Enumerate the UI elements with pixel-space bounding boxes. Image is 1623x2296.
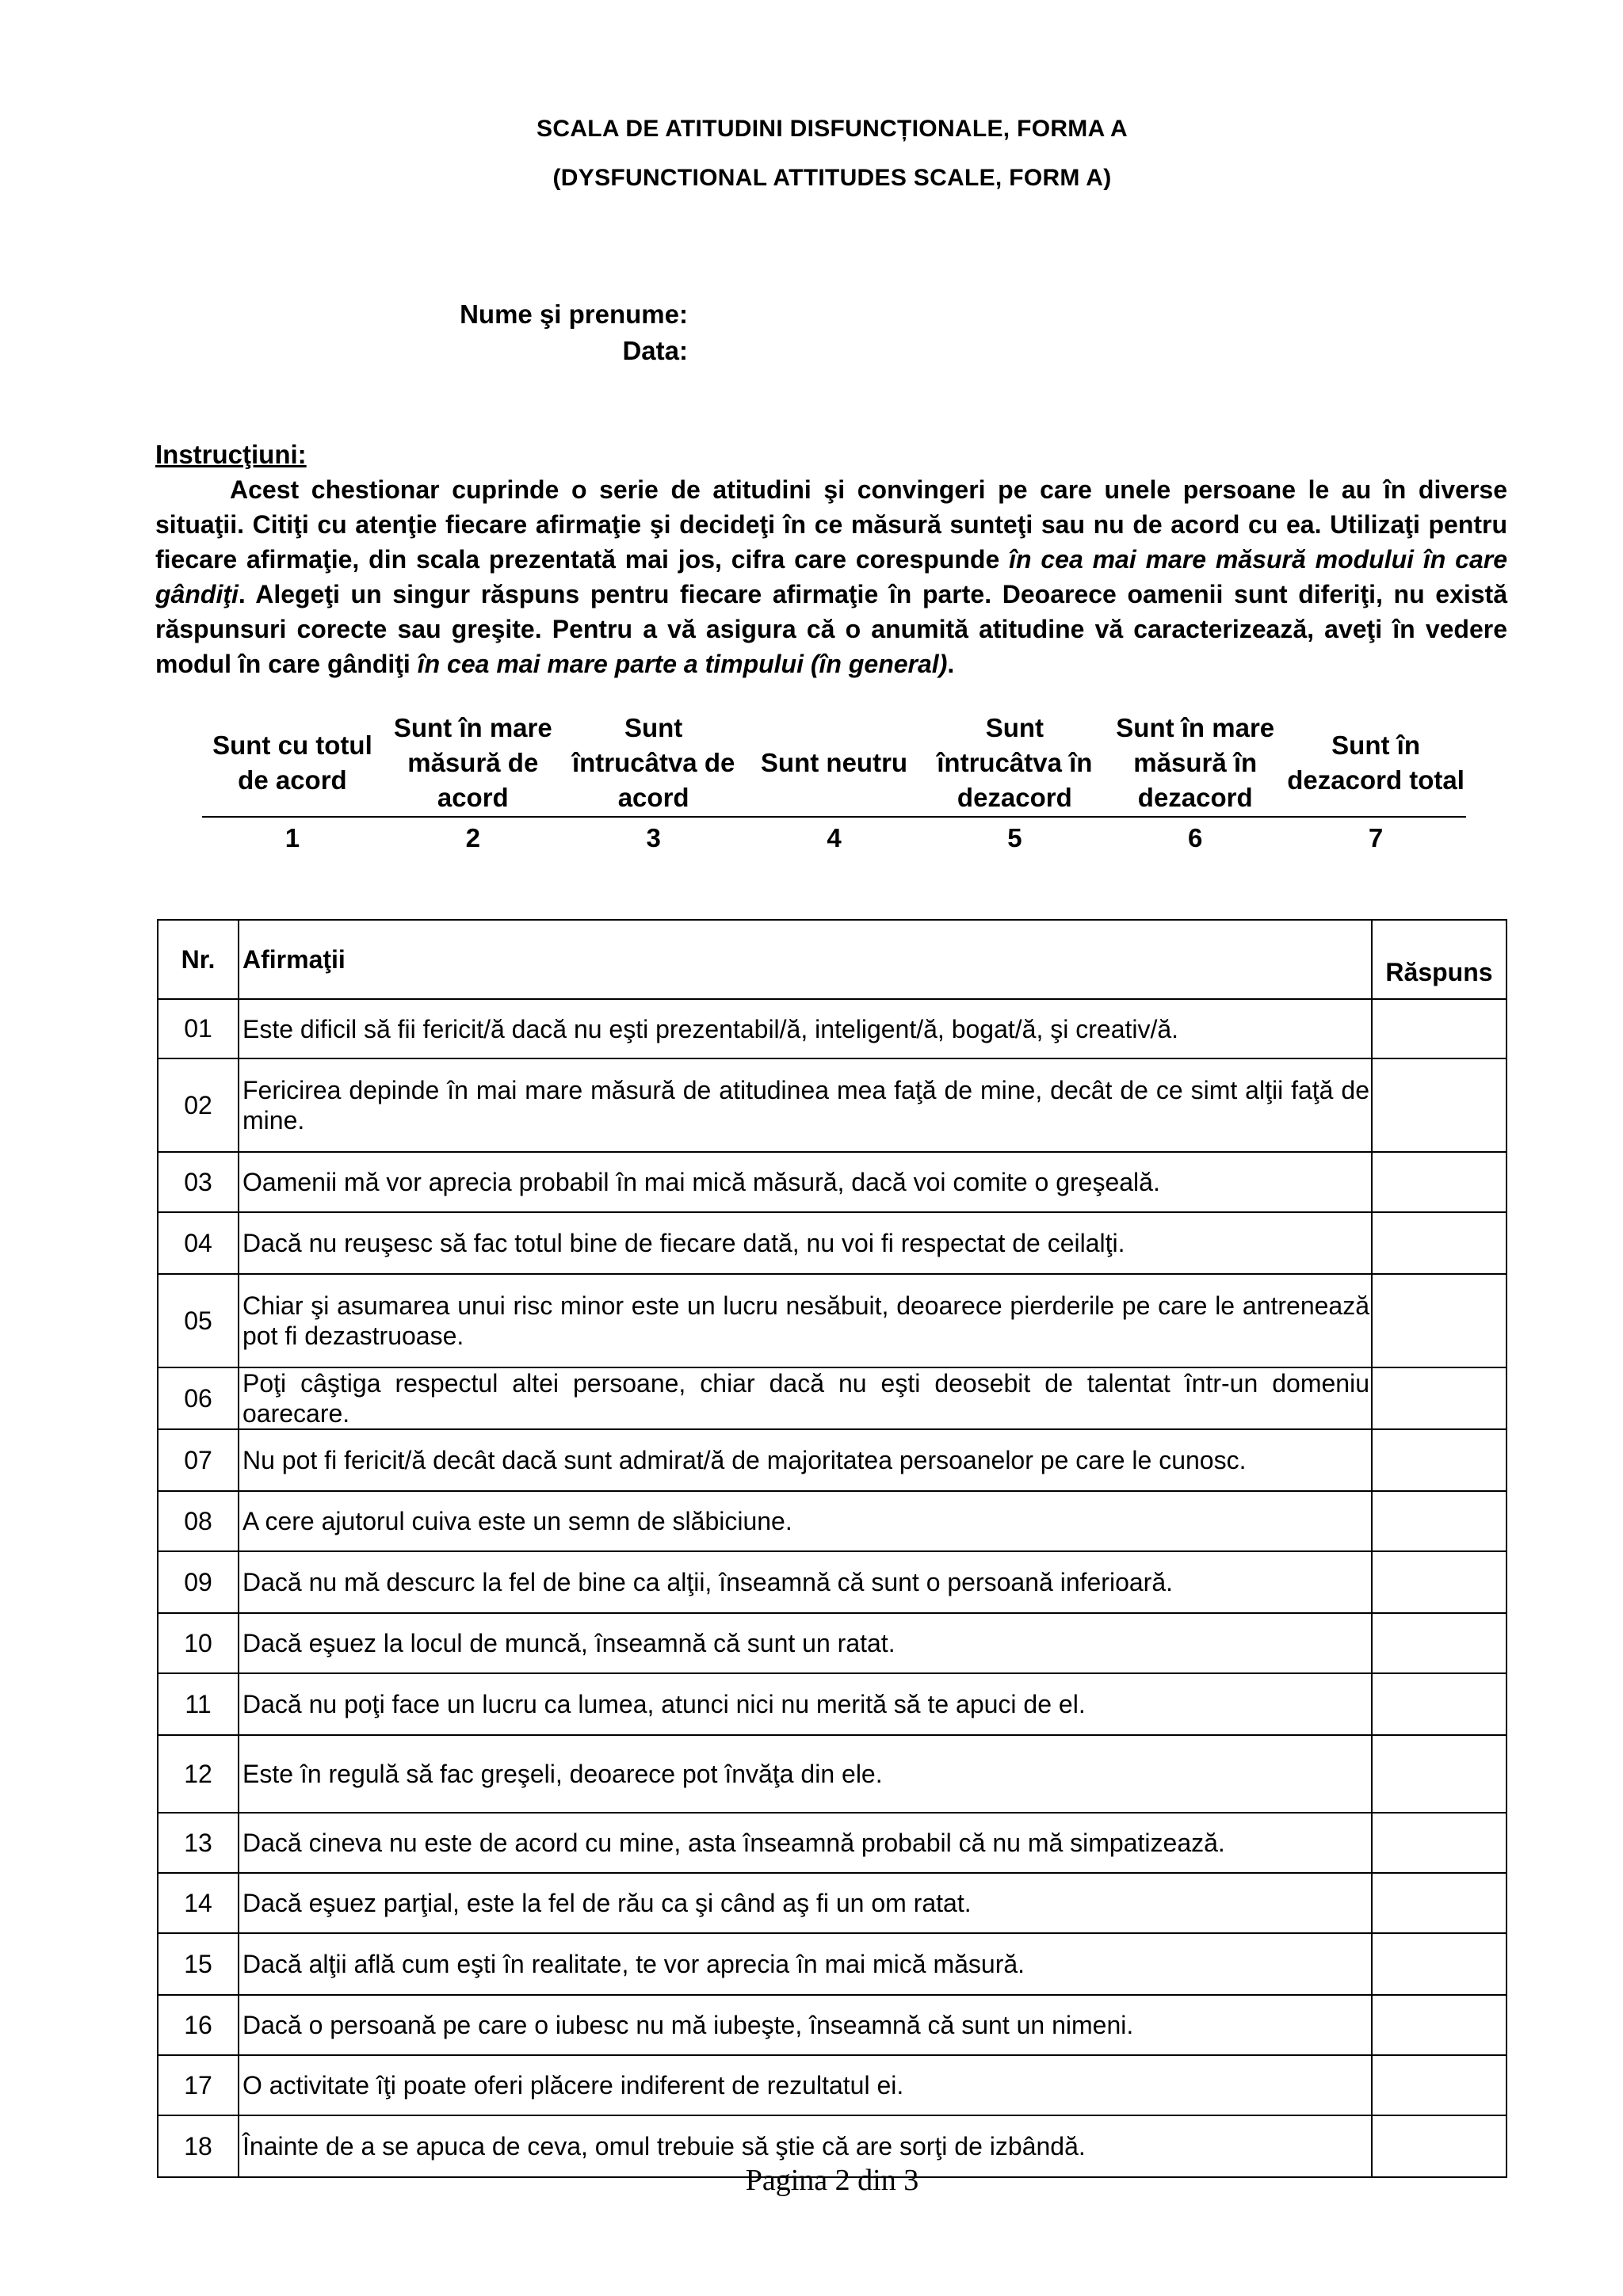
- answer-cell[interactable]: [1372, 1613, 1507, 1673]
- scale-label: Sunt în mare măsură în dezacord: [1116, 712, 1275, 812]
- table-row: [158, 1274, 1507, 1367]
- answer-cell[interactable]: [1372, 1212, 1507, 1274]
- name-field-label: Nume şi prenume:: [460, 299, 688, 329]
- table-row: [158, 1058, 1507, 1152]
- statement-text: Chiar şi asumarea unui risc minor este un lucru nesăbuit, deoarece pierderile pe care le antrenează pot fi dezastruoase.: [239, 1274, 1372, 1367]
- header-answer: Răspuns: [1372, 920, 1507, 999]
- instructions-text: [155, 472, 1507, 681]
- scale-number: 3: [646, 823, 661, 852]
- answer-cell[interactable]: [1372, 1274, 1507, 1367]
- row-number: 09: [158, 1551, 239, 1613]
- statement-text: Dacă nu poţi face un lucru ca lumea, atunci nici nu merită să te apuci de el.: [239, 1673, 1372, 1735]
- row-number: 03: [158, 1152, 239, 1212]
- answer-cell[interactable]: [1372, 1058, 1507, 1152]
- scale-numbers: [202, 818, 1466, 859]
- row-number: 07: [158, 1429, 239, 1491]
- row-number: 18: [158, 2115, 239, 2177]
- answer-cell[interactable]: [1372, 1813, 1507, 1873]
- answer-cell[interactable]: [1372, 1491, 1507, 1551]
- page-footer: Pagina 2 din 3: [745, 2164, 919, 2197]
- table-row: [158, 1212, 1507, 1274]
- row-number: 06: [158, 1367, 239, 1429]
- row-number: 12: [158, 1735, 239, 1813]
- table-row: [158, 1673, 1507, 1735]
- row-number: 05: [158, 1274, 239, 1367]
- scale-label: Sunt întrucâtva de acord: [571, 712, 735, 812]
- statement-text: A cere ajutorul cuiva este un semn de slăbiciune.: [239, 1491, 1372, 1551]
- scale-label: Sunt în dezacord total: [1287, 730, 1465, 795]
- row-number: 02: [158, 1058, 239, 1152]
- answer-cell[interactable]: [1372, 1873, 1507, 1933]
- table-row: [158, 1551, 1507, 1613]
- answer-cell[interactable]: [1372, 999, 1507, 1058]
- statement-text: Nu pot fi fericit/ă decât dacă sunt admirat/ă de majoritatea persoanelor pe care le cunosc.: [239, 1429, 1372, 1491]
- date-field-label: Data:: [622, 336, 688, 365]
- table-row: [158, 999, 1507, 1058]
- row-number: 04: [158, 1212, 239, 1274]
- statement-text: Dacă eşuez la locul de muncă, înseamnă că sunt un ratat.: [239, 1613, 1372, 1673]
- scale-label: Sunt neutru: [760, 747, 908, 777]
- scale-label: Sunt întrucâtva în dezacord: [937, 712, 1093, 812]
- instructions-emphasis: în cea mai mare parte a timpului (în general): [417, 650, 948, 678]
- statement-text: Dacă cineva nu este de acord cu mine, asta înseamnă probabil că nu mă simpatizează.: [239, 1813, 1372, 1873]
- row-number: 13: [158, 1813, 239, 1873]
- statement-text: Înainte de a se apuca de ceva, omul trebuie să ştie că are sorţi de izbândă.: [239, 2115, 1372, 2177]
- scale-label: Sunt în mare măsură de acord: [393, 712, 552, 812]
- row-number: 15: [158, 1933, 239, 1995]
- table-row: [158, 1367, 1507, 1429]
- instructions-part: Acest chestionar cuprinde o serie de atitudini şi convingeri pe care unele persoane le au în diverse situaţii. Citiţi cu atenţie fiecare afirmaţie şi decideţi în ce măsură sunteţi sau nu de acord cu ea. Utilizaţi pentru fiecare afirmaţie, din scala prezentată mai jos, cifra care corespunde: [155, 475, 1507, 574]
- row-number: 14: [158, 1873, 239, 1933]
- statement-text: Dacă nu mă descurc la fel de bine ca alţii, înseamnă că sunt o persoană inferioară.: [239, 1551, 1372, 1613]
- statement-text: Dacă nu reuşesc să fac totul bine de fiecare dată, nu voi fi respectat de ceilalţi.: [239, 1212, 1372, 1274]
- answer-cell[interactable]: [1372, 1933, 1507, 1995]
- table-header-row: [158, 920, 1507, 999]
- scale-number: 6: [1188, 823, 1203, 852]
- scale-number: 2: [465, 823, 480, 852]
- table-row: [158, 1613, 1507, 1673]
- row-number: 08: [158, 1491, 239, 1551]
- statement-text: Dacă alţii află cum eşti în realitate, te vor aprecia în mai mică măsură.: [239, 1933, 1372, 1995]
- scale-number: 4: [827, 823, 842, 852]
- row-number: 11: [158, 1673, 239, 1735]
- scale-number: 7: [1368, 823, 1384, 852]
- scale-number: 1: [285, 823, 300, 852]
- table-row: [158, 1429, 1507, 1491]
- scale-labels: [202, 709, 1466, 818]
- statement-text: Oamenii mă vor aprecia probabil în mai mică măsură, dacă voi comite o greşeală.: [239, 1152, 1372, 1212]
- statement-text: Dacă o persoană pe care o iubesc nu mă iubeşte, înseamnă că sunt un nimeni.: [239, 1995, 1372, 2055]
- answer-cell[interactable]: [1372, 2055, 1507, 2115]
- instructions-part: .: [947, 650, 955, 678]
- answer-cell[interactable]: [1372, 1152, 1507, 1212]
- scale-number: 5: [1007, 823, 1022, 852]
- statement-text: Fericirea depinde în mai mare măsură de atitudinea mea faţă de mine, decât de ce simt alţii faţă de mine.: [239, 1058, 1372, 1152]
- instructions-heading: Instrucţiuni:: [155, 440, 307, 469]
- answer-cell[interactable]: [1372, 1551, 1507, 1613]
- table-row: [158, 1491, 1507, 1551]
- row-number: 17: [158, 2055, 239, 2115]
- page-title: SCALA DE ATITUDINI DISFUNCȚIONALE, FORMA A: [537, 116, 1128, 142]
- header-nr: Nr.: [158, 920, 239, 999]
- statement-text: Dacă eşuez parţial, este la fel de rău ca şi când aş fi un om ratat.: [239, 1873, 1372, 1933]
- answer-cell[interactable]: [1372, 1429, 1507, 1491]
- instructions-emphasis: în cea mai mare măsură modului în care gândiţi: [155, 545, 1508, 608]
- table-row: [158, 1995, 1507, 2055]
- row-number: 10: [158, 1613, 239, 1673]
- header-statements: Afirmaţii: [239, 920, 1372, 999]
- statements-table: [157, 919, 1507, 2178]
- answer-cell[interactable]: [1372, 1367, 1507, 1429]
- row-number: 16: [158, 1995, 239, 2055]
- statement-text: Este în regulă să fac greşeli, deoarece pot învăţa din ele.: [239, 1735, 1372, 1813]
- table-row: [158, 1735, 1507, 1813]
- scale-label: Sunt cu totul de acord: [212, 730, 372, 795]
- rating-scale: [202, 709, 1466, 859]
- answer-cell[interactable]: [1372, 1995, 1507, 2055]
- table-row: [158, 1152, 1507, 1212]
- answer-cell[interactable]: [1372, 1735, 1507, 1813]
- row-number: 01: [158, 999, 239, 1058]
- table-row: [158, 1933, 1507, 1995]
- statement-text: Poţi câştiga respectul altei persoane, chiar dacă nu eşti deosebit de talentat într-un domeniu oarecare.: [239, 1367, 1372, 1429]
- statement-text: Este dificil să fii fericit/ă dacă nu eşti prezentabil/ă, inteligent/ă, bogat/ă, şi creativ/ă.: [239, 999, 1372, 1058]
- answer-cell[interactable]: [1372, 1673, 1507, 1735]
- instructions-part: . Alegeţi un singur răspuns pentru fiecare afirmaţie în parte. Deoarece oamenii sunt diferiţi, nu există răspunsuri corecte sau greşite. Pentru a vă asigura că o anumită atitudine vă caracterizează, aveţi în vedere modul în care gândiţi: [155, 580, 1507, 678]
- table-row: [158, 1873, 1507, 1933]
- page-subtitle: (DYSFUNCTIONAL ATTITUDES SCALE, FORM A): [552, 165, 1112, 191]
- table-row: [158, 1813, 1507, 1873]
- table-row: [158, 2055, 1507, 2115]
- statement-text: O activitate îţi poate oferi plăcere indiferent de rezultatul ei.: [239, 2055, 1372, 2115]
